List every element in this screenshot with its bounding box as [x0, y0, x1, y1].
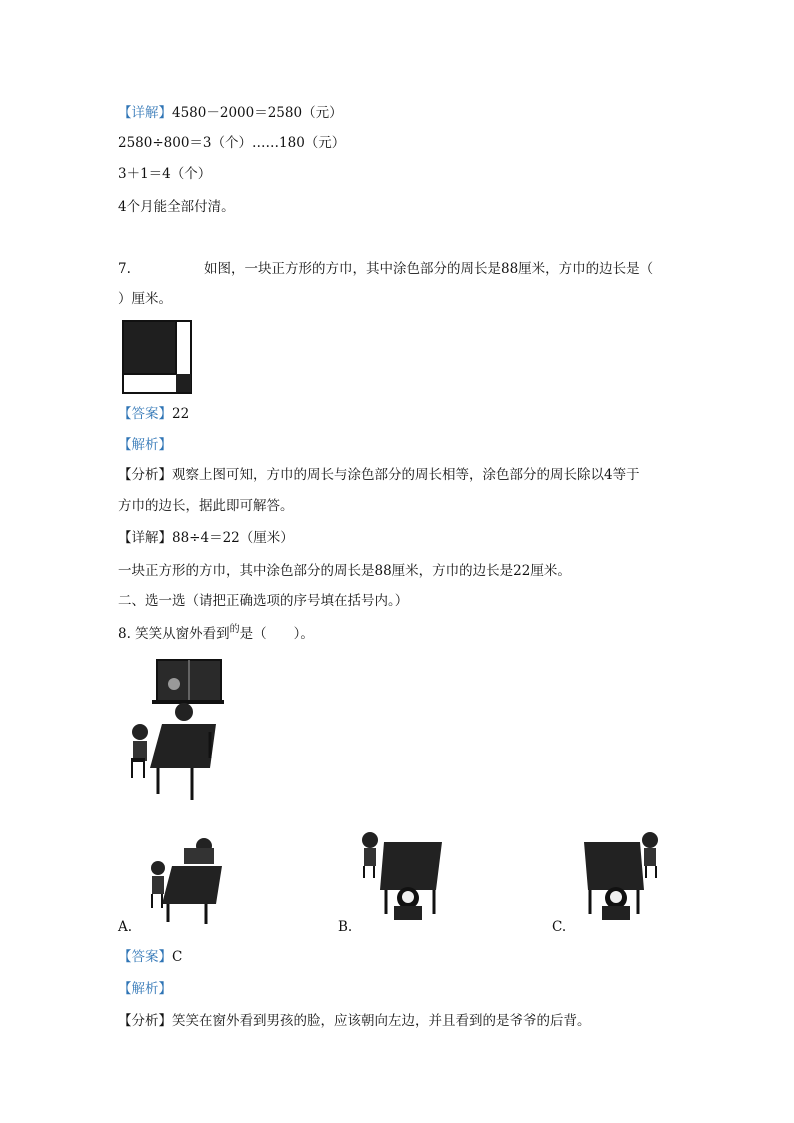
q7-answer [118, 405, 189, 423]
q7-question-line-2: ）厘米。 [118, 291, 172, 307]
detail-line-4: 4个月能全部付清。 [118, 199, 235, 215]
q8-fenxi [118, 1012, 591, 1030]
q8-option-c-figure [578, 828, 666, 920]
q7-conclusion: 一块正方形的方巾，其中涂色部分的周长是88厘米，方巾的边长是22厘米。 [118, 563, 571, 579]
detail-tag: 【详解】 [118, 105, 172, 121]
q7-number: 7. [118, 261, 131, 277]
q7-analysis-tag: 【解析】 [118, 437, 172, 453]
q7-detail-tag: 【详解】 [118, 530, 172, 546]
q8-answer [118, 948, 182, 966]
q7-fenxi-tag: 【分析】 [118, 467, 172, 483]
detail-line-2: 2580÷800＝3（个）……180（元） [118, 135, 346, 151]
q8-answer-tag: 【答案】 [118, 949, 172, 965]
q7-fenxi-line-2: 方巾的边长，据此即可解答。 [118, 498, 294, 514]
q8-option-b-label: B. [338, 919, 353, 935]
q8-question-sup: 的 [229, 624, 240, 635]
q8-option-b-figure [358, 828, 446, 920]
detail-equation-1: 4580－2000＝2580（元） [172, 105, 343, 121]
q8-option-c-label: C. [552, 919, 567, 935]
detail-line-1 [118, 104, 343, 122]
q7-fenxi-line-1 [118, 466, 640, 484]
detail-line-3: 3＋1＝4（个） [118, 166, 212, 182]
q8-question [118, 625, 314, 645]
q8-question-b: 是（ ）。 [239, 626, 314, 642]
q7-detail [118, 529, 294, 547]
q7-detail-equation: 88÷4＝22（厘米） [172, 530, 294, 546]
q7-question-line-1: 如图，一块正方形的方巾，其中涂色部分的周长是88厘米，方巾的边长是（ [204, 261, 654, 277]
q8-answer-value: C [172, 949, 183, 965]
q8-scene-figure [122, 656, 226, 802]
q8-analysis-tag: 【解析】 [118, 981, 172, 997]
q8-question-a: 8. 笑笑从窗外看到 [118, 626, 230, 642]
q7-fenxi-text-1: 观察上图可知，方巾的周长与涂色部分的周长相等，涂色部分的周长除以4等于 [172, 467, 640, 483]
q8-fenxi-text: 笑笑在窗外看到男孩的脸，应该朝向左边，并且看到的是爷爷的后背。 [172, 1013, 591, 1029]
q8-option-a-figure [144, 834, 224, 926]
section-2-title: 二、选一选（请把正确选项的序号填在括号内。） [118, 593, 409, 609]
q7-square-scarf-figure [122, 320, 192, 394]
q8-option-a-label: A. [118, 919, 133, 935]
q8-fenxi-tag: 【分析】 [118, 1013, 172, 1029]
q7-answer-value: 22 [172, 406, 190, 422]
q7-answer-tag: 【答案】 [118, 406, 172, 422]
